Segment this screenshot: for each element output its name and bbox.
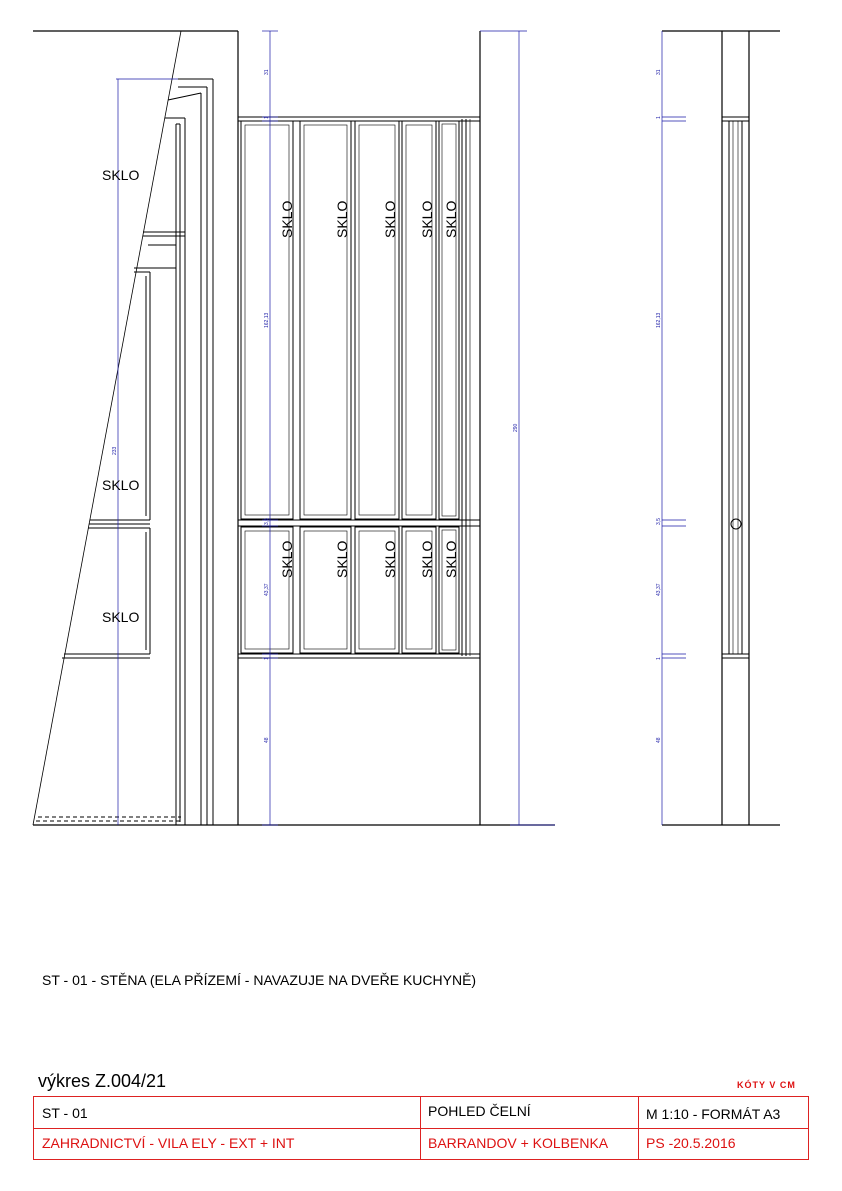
title-block (33, 1096, 809, 1160)
dim-side-frame-bottom: 1 (656, 657, 662, 660)
glass-label: SKLO (419, 200, 435, 238)
glass-label: SKLO (419, 540, 435, 578)
glass-label: SKLO (102, 609, 140, 625)
dim-side-lower-panel: 43,37 (656, 583, 662, 596)
glass-label: SKLO (443, 540, 459, 578)
units-note: KÓTY V CM (737, 1080, 796, 1090)
title-block-location: BARRANDOV + KOLBENKA (428, 1135, 609, 1151)
dim-side-mid-rail: 3,5 (656, 518, 662, 525)
title-block-author-date: PS -20.5.2016 (646, 1135, 736, 1151)
title-block-divider (638, 1097, 639, 1159)
sheet-number: výkres Z.004/21 (38, 1071, 167, 1091)
glass-label: SKLO (334, 540, 350, 578)
dim-side-top-band: 31 (656, 69, 662, 75)
glass-label: SKLO (443, 200, 459, 238)
dim-side-bottom-band: 48 (656, 737, 662, 743)
drawing-caption: ST - 01 - STĚNA (ELA PŘÍZEMÍ - NAVAZUJE NA DVEŘE KUCHYNĚ) (42, 972, 477, 988)
glass-label: SKLO (334, 200, 350, 238)
adjacent-door (33, 31, 213, 825)
title-block-code: ST - 01 (42, 1105, 88, 1121)
title-block-divider (34, 1128, 808, 1129)
dimension-labels (112, 69, 662, 743)
title-block-project: ZAHRADNICTVÍ - VILA ELY - EXT + INT (42, 1135, 295, 1151)
dim-total-height: 290 (513, 423, 519, 432)
dim-frame-top: 1 (264, 116, 270, 119)
glass-labels-lower (279, 541, 459, 578)
dim-frame-bottom: 1 (264, 657, 270, 660)
dim-top-band: 31 (264, 69, 270, 75)
dim-side-upper-panel: 162,13 (656, 312, 662, 328)
glass-label: SKLO (102, 167, 140, 183)
dim-bottom-band: 48 (264, 737, 270, 743)
dim-upper-panel: 162,13 (264, 312, 270, 328)
title-block-scale-format: M 1:10 - FORMÁT A3 (646, 1106, 781, 1122)
glass-labels-door (102, 167, 139, 625)
side-section (662, 31, 780, 825)
dim-mid-rail: 3,5 (264, 518, 270, 525)
glass-label: SKLO (382, 540, 398, 578)
glass-label: SKLO (382, 200, 398, 238)
glass-label: SKLO (279, 200, 295, 238)
glass-label: SKLO (102, 477, 140, 493)
title-block-view: POHLED ČELNÍ (428, 1103, 531, 1119)
dim-side-frame-top: 1 (656, 116, 662, 119)
title-block-divider (420, 1097, 421, 1159)
glass-label: SKLO (279, 540, 295, 578)
dim-door-height: 233 (112, 446, 118, 455)
front-elevation (33, 31, 555, 825)
glass-labels-upper (279, 201, 459, 238)
dim-lower-panel: 43,37 (264, 583, 270, 596)
